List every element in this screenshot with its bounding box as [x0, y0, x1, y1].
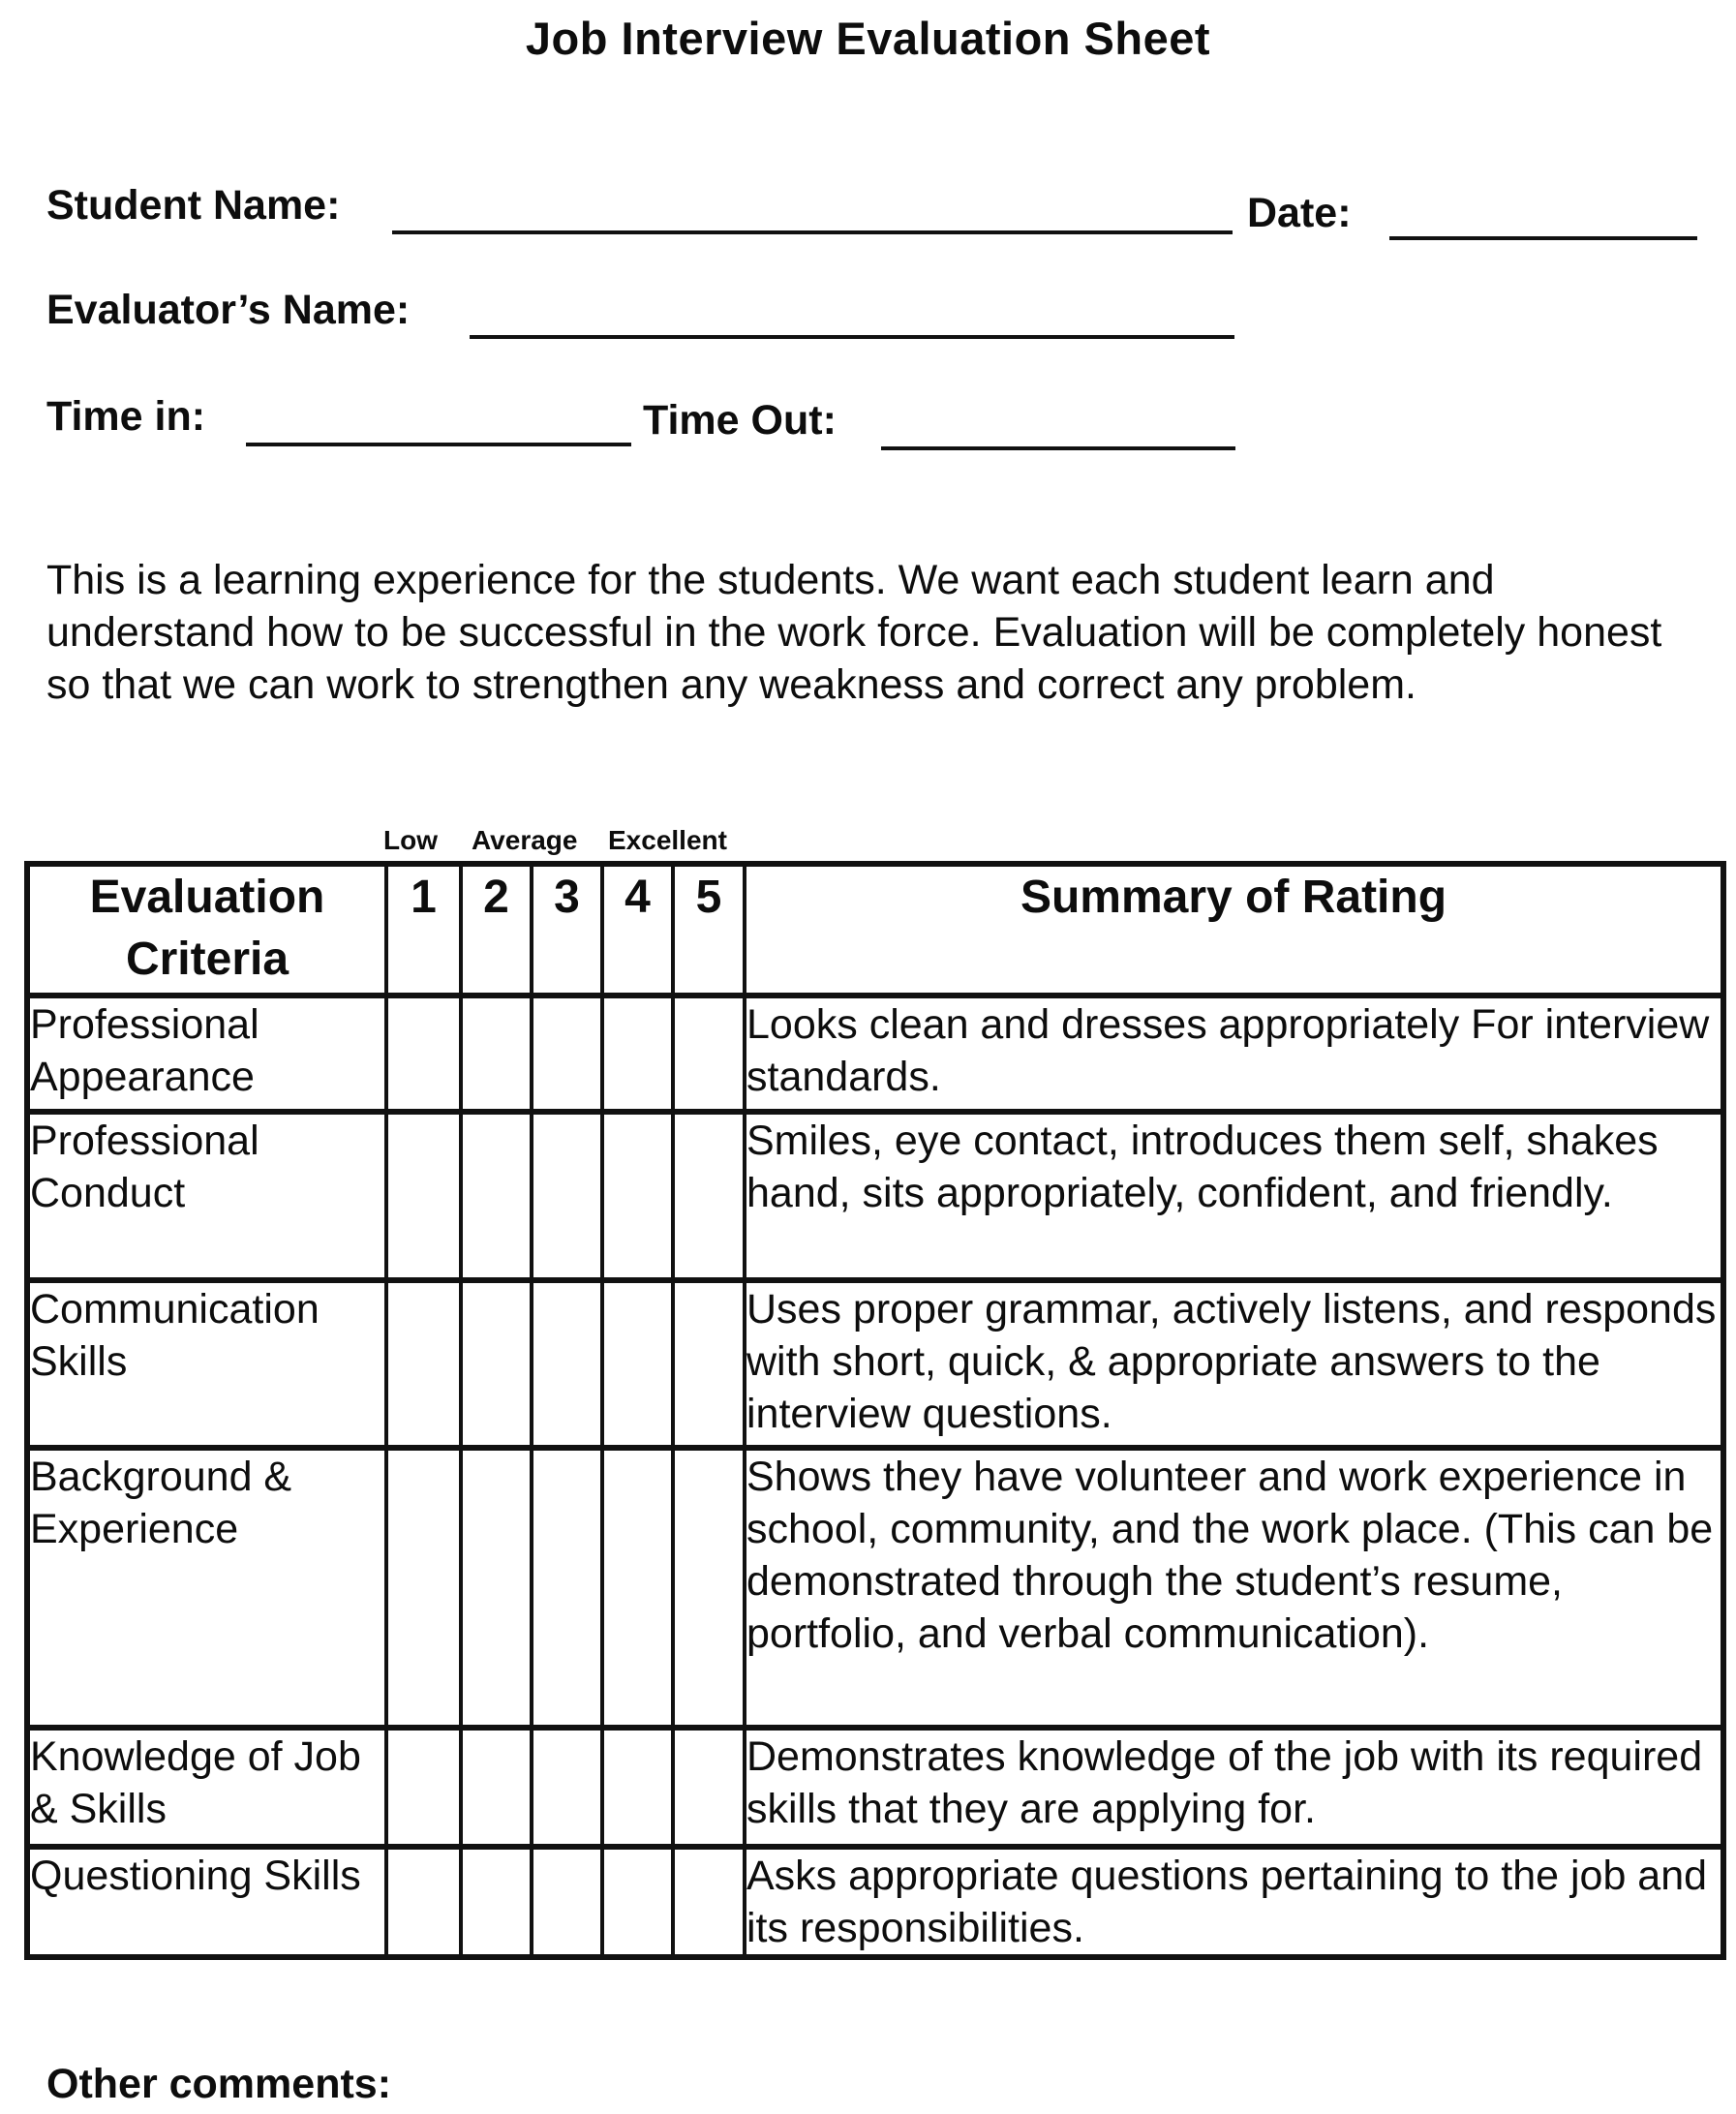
rating-cell-4[interactable] — [602, 1280, 673, 1448]
criteria-cell: Questioning Skills — [27, 1847, 386, 1957]
student-name-field[interactable] — [392, 230, 1233, 234]
time-out-field[interactable] — [881, 446, 1235, 450]
date-field[interactable] — [1389, 236, 1697, 240]
summary-cell: Shows they have volunteer and work experience in school, community, and the work place. (This can be demonstrated through the student’s resume, portfolio, and verbal communication). — [745, 1448, 1723, 1728]
rating-cell-2[interactable] — [461, 1728, 532, 1847]
scale-excellent-label: Excellent — [608, 825, 727, 855]
summary-header: Summary of Rating — [745, 864, 1723, 996]
rating-cell-4[interactable] — [602, 1112, 673, 1280]
rating-cell-1[interactable] — [386, 1847, 461, 1957]
criteria-cell: Communication Skills — [27, 1280, 386, 1448]
rating-cell-4[interactable] — [602, 1728, 673, 1847]
student-name-label: Student Name: — [46, 182, 341, 229]
evaluator-name-field[interactable] — [470, 335, 1234, 339]
rating-cell-1[interactable] — [386, 1448, 461, 1728]
rating-cell-2[interactable] — [461, 1448, 532, 1728]
rating-cell-3[interactable] — [532, 1847, 602, 1957]
rating-cell-5[interactable] — [673, 1448, 745, 1728]
rating-cell-4[interactable] — [602, 1847, 673, 1957]
scale-average-label: Average — [472, 825, 578, 855]
summary-cell: Demonstrates knowledge of the job with its required skills that they are applying for. — [745, 1728, 1723, 1847]
table-header-row — [27, 864, 1723, 996]
page-title: Job Interview Evaluation Sheet — [525, 13, 1211, 64]
other-comments-label: Other comments: — [46, 2061, 392, 2107]
rating-header-3: 3 — [532, 864, 602, 996]
rating-cell-4[interactable] — [602, 1448, 673, 1728]
summary-cell: Uses proper grammar, actively listens, and responds with short, quick, & appropriate answers to the interview questions. — [745, 1280, 1723, 1448]
summary-cell: Looks clean and dresses appropriately For interview standards. — [745, 996, 1723, 1112]
table-row — [27, 1847, 1723, 1957]
table-row — [27, 1280, 1723, 1448]
table-row — [27, 996, 1723, 1112]
evaluation-table — [24, 861, 1726, 1960]
criteria-header: Evaluation Criteria — [27, 864, 386, 996]
rating-cell-5[interactable] — [673, 996, 745, 1112]
rating-header-1: 1 — [386, 864, 461, 996]
rating-cell-5[interactable] — [673, 1728, 745, 1847]
rating-cell-2[interactable] — [461, 996, 532, 1112]
rating-cell-3[interactable] — [532, 1728, 602, 1847]
summary-cell: Smiles, eye contact, introduces them self, shakes hand, sits appropriately, confident, and friendly. — [745, 1112, 1723, 1280]
evaluator-name-label: Evaluator’s Name: — [46, 287, 411, 333]
criteria-cell: Background & Experience — [27, 1448, 386, 1728]
rating-cell-5[interactable] — [673, 1847, 745, 1957]
rating-cell-5[interactable] — [673, 1280, 745, 1448]
rating-cell-1[interactable] — [386, 1728, 461, 1847]
rating-cell-3[interactable] — [532, 996, 602, 1112]
rating-cell-3[interactable] — [532, 1448, 602, 1728]
rating-cell-1[interactable] — [386, 996, 461, 1112]
rating-header-5: 5 — [673, 864, 745, 996]
rating-cell-2[interactable] — [461, 1280, 532, 1448]
date-label: Date: — [1247, 190, 1352, 236]
rating-header-4: 4 — [602, 864, 673, 996]
summary-cell: Asks appropriate questions pertaining to the job and its responsibilities. — [745, 1847, 1723, 1957]
table-row — [27, 1728, 1723, 1847]
scale-low-label: Low — [383, 825, 438, 855]
rating-cell-2[interactable] — [461, 1112, 532, 1280]
rating-cell-2[interactable] — [461, 1847, 532, 1957]
intro-paragraph: This is a learning experience for the students. We want each student learn and understand how to be successful in the work force. Evaluation will be completely honest so that we can work to strengthen any weakness and correct any problem. — [46, 557, 1662, 708]
criteria-cell: Knowledge of Job & Skills — [27, 1728, 386, 1847]
rating-cell-4[interactable] — [602, 996, 673, 1112]
rating-header-2: 2 — [461, 864, 532, 996]
rating-cell-3[interactable] — [532, 1112, 602, 1280]
time-out-label: Time Out: — [643, 397, 837, 444]
rating-cell-1[interactable] — [386, 1280, 461, 1448]
rating-cell-5[interactable] — [673, 1112, 745, 1280]
criteria-cell: Professional Conduct — [27, 1112, 386, 1280]
table-row — [27, 1112, 1723, 1280]
criteria-cell: Professional Appearance — [27, 996, 386, 1112]
rating-cell-3[interactable] — [532, 1280, 602, 1448]
table-row — [27, 1448, 1723, 1728]
rating-cell-1[interactable] — [386, 1112, 461, 1280]
time-in-label: Time in: — [46, 393, 206, 440]
time-in-field[interactable] — [246, 443, 631, 446]
